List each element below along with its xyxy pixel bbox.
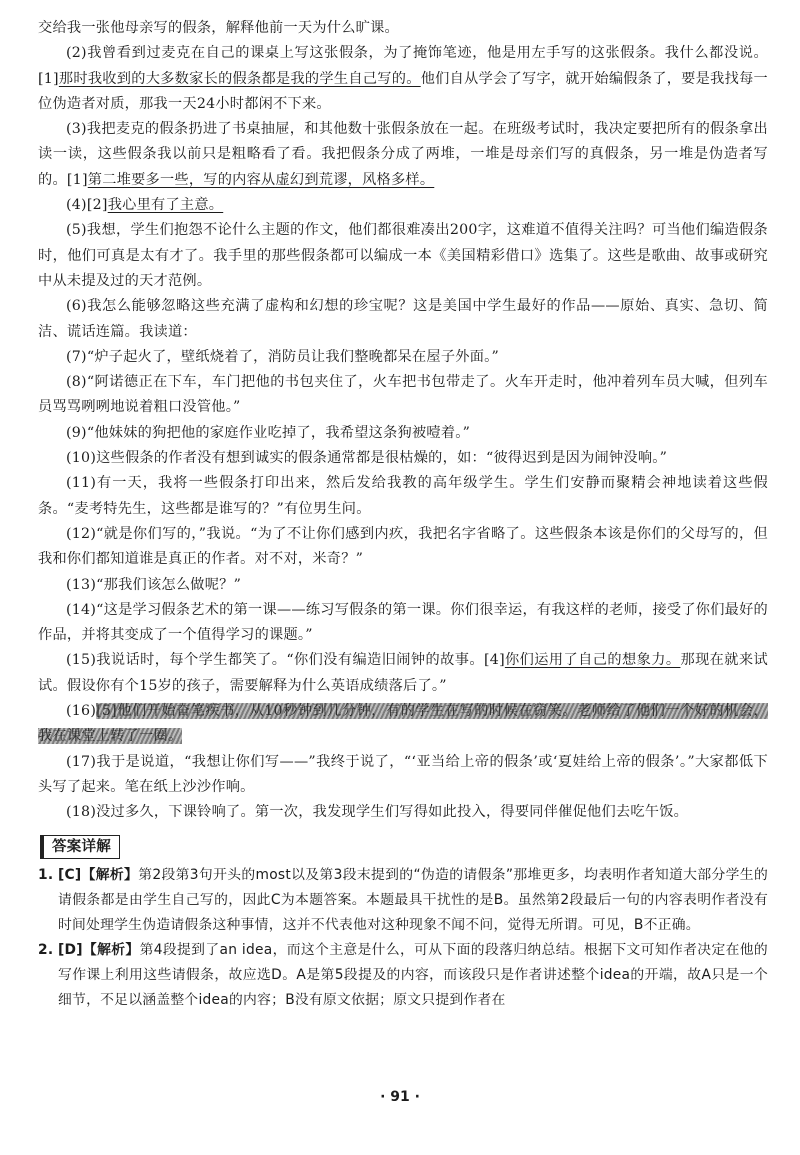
paragraph-3-underlined: 第二堆要多一些，写的内容从虚幻到荒谬，风格多样。	[87, 171, 435, 188]
paragraph-3-text: (3)我把麦克的假条扔进了书桌抽屉，和其他数十张假条放在一起。在班级考试时，我决定要把所有的假条拿出读一读，这些假条我以前只是粗略看了看。我把假条分成了两堆，一堆是母亲们写的真假条，另一堆是伪造者写的。	[38, 121, 768, 188]
paragraph-15	[38, 648, 768, 699]
answer-number: 1.	[38, 866, 54, 883]
paragraph-18: (18)没过多久，下课铃响了。第一次，我发现学生们写得如此投入，得要同伴催促他们去吃午饭。	[66, 804, 689, 821]
page-number: · 91 ·	[380, 1089, 420, 1105]
paragraph-2-rest: 他们自从学会了写字，就开始编假条了，要是我找每一位伪造者对质，那我一天24小时都闲不下来。	[38, 70, 768, 112]
paragraph-10: (10)这些假条的作者没有想到诚实的假条通常都是很枯燥的，如：“彼得迟到是因为闹钟没响。”	[66, 450, 668, 467]
passage-text	[38, 16, 768, 1013]
paragraph-2	[38, 41, 768, 117]
answer-section-header: 答案详解	[40, 835, 120, 859]
paragraph-15-text: (15)我说话时，每个学生都笑了。“你们没有编造旧闹钟的故事。	[66, 652, 485, 669]
paragraph-1: 交给我一张他母亲写的假条，解释他前一天为什么旷课。	[38, 20, 399, 36]
paragraph-3	[38, 117, 768, 193]
paragraph-3-mark: [1]	[66, 171, 88, 188]
answer-item	[38, 863, 768, 938]
paragraph-7: (7)“炉子起火了，壁纸烧着了，消防员让我们整晚都呆在屋子外面。”	[66, 348, 500, 365]
paragraph-15-underlined: 你们运用了自己的想象力。	[504, 652, 681, 669]
answer-tag: [C]【解析】	[58, 866, 139, 883]
answer-list	[38, 863, 768, 1013]
paragraph-8: (8)“阿诺德正在下车，车门把他的书包夹住了，火车把书包带走了。火车开走时，他冲着列车员大喊，但列车员骂骂咧咧地说着粗口没管他。”	[38, 374, 768, 416]
paragraph-4-text: (4)[2]	[66, 197, 108, 214]
paragraph-2-underlined: 那时我收到的大多数家长的假条都是我的学生自己写的。	[58, 70, 421, 87]
answer-explanation: 第2段第3句开头的most以及第3段末提到的“伪造的请假条”那堆更多，均表明作者知道大部分学生的请假条都是由学生自己写的，因此C为本题答案。本题最具干扰性的是B。虽然第2段最后一句的内容表明作者没有时间处理学生伪造请假条这种事情，这并不代表他对这种现象不闻不问，觉得无所谓。可见，B不正确。	[58, 866, 768, 933]
paragraph-4	[38, 193, 768, 218]
answer-number: 2.	[38, 941, 54, 958]
paragraph-5: (5)我想，学生们抱怨不论什么主题的作文，他们都很难凑出200字，这难道不值得关注吗？可当他们编造假条时，他们可真是太有才了。我手里的那些假条都可以编成一本《美国精彩借口》选集了。这些是歌曲、故事或研究中从未提及过的天才范例。	[38, 222, 768, 289]
answer-explanation: 第4段提到了an idea，而这个主意是什么，可从下面的段落归纳总结。根据下文可知作者决定在他的写作课上利用这些请假条，故应选D。A是第5段提及的内容，而该段只是作者讲述整个idea的开端，故A只是一个细节，不足以涵盖整个idea的内容；B没有原文依据；原文只提到作者在	[58, 941, 768, 1008]
answer-item	[38, 938, 768, 1013]
smudged-text: [5]他们开始奋笔疾书，从10秒钟到几分钟，有的学生在写的时候在窃笑。老师给了他们一个好的机会，我在课堂上转了一圈。	[38, 703, 768, 745]
paragraph-15-mark: [4]	[484, 652, 505, 669]
paragraph-15-rest: 那现在就来试试。假设你有个15岁的孩子，需要解释为什么英语成绩落后了。”	[38, 652, 768, 694]
paragraph-6: (6)我怎么能够忽略这些充满了虚构和幻想的珍宝呢？这是美国中学生最好的作品——原始、真实、急切、简洁、谎话连篇。我读道：	[38, 298, 768, 340]
paragraph-11: (11)有一天，我将一些假条打印出来，然后发给我教的高年级学生。学生们安静而聚精会神地读着这些假条。“麦考特先生，这些都是谁写的？”有位男生问。	[38, 475, 768, 517]
paragraph-12: (12)“就是你们写的，”我说。“为了不让你们感到内疚，我把名字省略了。这些假条本该是你们的父母写的，但我和你们都知道谁是真正的作者。对不对，米奇？”	[38, 525, 768, 568]
answer-tag: [D]【解析】	[58, 941, 140, 958]
paragraph-14: (14)“这是学习假条艺术的第一课——练习写假条的第一课。你们很幸运，有我这样的老师，接受了你们最好的作品，并将其变成了一个值得学习的课题。”	[38, 601, 768, 644]
paragraph-4-underlined: 我心里有了主意。	[107, 197, 224, 214]
paragraph-17: (17)我于是说道，“我想让你们写——”我终于说了，“‘亚当给上帝的假条’或‘夏娃给上帝的假条’。”大家都低下头写了起来。笔在纸上沙沙作响。	[38, 753, 768, 795]
paragraph-9: (9)“他妹妹的狗把他的家庭作业吃掉了，我希望这条狗被噎着。”	[66, 424, 471, 441]
paragraph-16-number: (16)	[66, 703, 97, 720]
paragraph-13: (13)“那我们该怎么做呢？”	[66, 576, 242, 593]
paragraph-16	[38, 699, 768, 750]
paragraph-2-mark: [1]	[38, 70, 59, 87]
paragraph-2-text: (2)我曾看到过麦克在自己的课桌上写这张假条，为了掩饰笔迹，他是用左手写的这张假条。我什么都没说。	[66, 45, 768, 62]
